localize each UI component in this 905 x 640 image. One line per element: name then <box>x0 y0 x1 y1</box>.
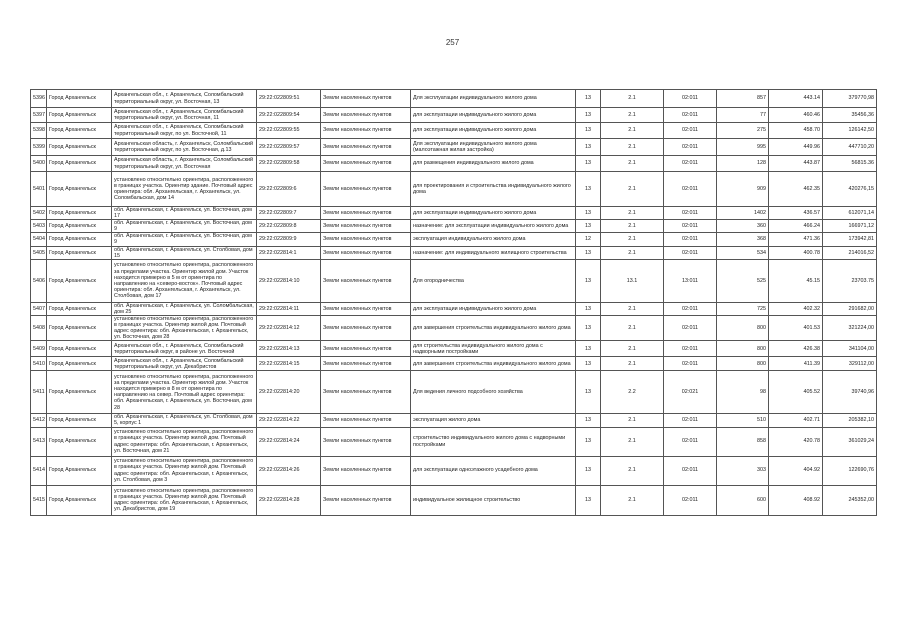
area-cell: 800 <box>717 341 769 357</box>
cadastral-value-cell: 447710,20 <box>823 139 877 156</box>
address-cell: обл. Архангельская, г. Архангельск, ул. Восточная, дом 9 <box>112 233 257 246</box>
permitted-use-cell: для эксплуатации индивидуального жилого дома <box>411 207 576 220</box>
use-code-cell: 02:011 <box>664 414 717 427</box>
land-category-cell: Земли населенных пунктов <box>321 371 411 414</box>
cadastral-number-cell: 29:22:022814:13 <box>257 341 321 357</box>
table-row <box>31 371 877 414</box>
table-row <box>31 414 877 427</box>
row-number: 5408 <box>31 315 47 340</box>
address-cell: Архангельская обл., г. Архангельск, Соломбальский территориальный округ, по ул. Восточной, 11 <box>112 123 257 139</box>
use-code-cell: 02:011 <box>664 139 717 156</box>
row-number: 5410 <box>31 357 47 371</box>
group-code-cell: 13 <box>576 414 601 427</box>
permitted-use-cell: для эксплуатации индивидуального жилого дома <box>411 123 576 139</box>
row-number: 5403 <box>31 220 47 233</box>
table-row <box>31 357 877 371</box>
table-row <box>31 139 877 156</box>
cadastral-value-cell: 291682,00 <box>823 302 877 315</box>
cadastral-value-cell: 122690,76 <box>823 456 877 485</box>
land-category-cell: Земли населенных пунктов <box>321 220 411 233</box>
address-cell: обл. Архангельская, г. Архангельск, ул. Восточная, дом 9 <box>112 220 257 233</box>
permitted-use-cell: для завершения строительства индивидуального жилого дома <box>411 315 576 340</box>
specific-value-cell: 466.24 <box>769 220 823 233</box>
use-code-cell: 02:011 <box>664 233 717 246</box>
municipality-cell: Город Архангельск <box>47 108 112 123</box>
page-number: 257 <box>445 38 460 47</box>
subgroup-code-cell: 13.1 <box>601 259 664 302</box>
municipality-cell: Город Архангельск <box>47 259 112 302</box>
address-cell: обл. Архангельская, г. Архангельск, ул. Восточная, дом 17 <box>112 207 257 220</box>
use-code-cell: 02:011 <box>664 357 717 371</box>
specific-value-cell: 411.39 <box>769 357 823 371</box>
use-code-cell: 02:021 <box>664 371 717 414</box>
specific-value-cell: 462.35 <box>769 172 823 207</box>
use-code-cell: 02:011 <box>664 341 717 357</box>
permitted-use-cell: для эксплуатации одноэтажного усадебного дома <box>411 456 576 485</box>
cadastral-number-cell: 29:22:022809:9 <box>257 233 321 246</box>
specific-value-cell: 471.36 <box>769 233 823 246</box>
cadastral-number-cell: 29:22:022809:7 <box>257 207 321 220</box>
table-row <box>31 302 877 315</box>
permitted-use-cell: для строительства индивидуального жилого дома с надворными постройками <box>411 341 576 357</box>
group-code-cell: 13 <box>576 172 601 207</box>
specific-value-cell: 449.96 <box>769 139 823 156</box>
cadastral-value-cell: 205382,10 <box>823 414 877 427</box>
group-code-cell: 13 <box>576 220 601 233</box>
table-row <box>31 233 877 246</box>
address-cell: установлено относительно ориентира, расположенного за пределами участка. Ориентир жилой дом. Участок находится примерно в 8 м от ориентира по направлению на север. Почтовый адрес ориентира: обл. Архангельская, г. Архангельск, ул. Восточная, дом 28 <box>112 371 257 414</box>
permitted-use-cell: строительство индивидуального жилого дома с надворными постройками <box>411 427 576 456</box>
specific-value-cell: 460.46 <box>769 108 823 123</box>
cadastral-value-cell: 245352,00 <box>823 485 877 515</box>
municipality-cell: Город Архангельск <box>47 90 112 108</box>
municipality-cell: Город Архангельск <box>47 427 112 456</box>
cadastral-value-cell: 214016,52 <box>823 246 877 259</box>
subgroup-code-cell: 2.1 <box>601 427 664 456</box>
group-code-cell: 13 <box>576 90 601 108</box>
area-cell: 510 <box>717 414 769 427</box>
municipality-cell: Город Архангельск <box>47 233 112 246</box>
area-cell: 534 <box>717 246 769 259</box>
specific-value-cell: 443.14 <box>769 90 823 108</box>
subgroup-code-cell: 2.1 <box>601 357 664 371</box>
cadastral-value-cell: 39740,96 <box>823 371 877 414</box>
land-category-cell: Земли населенных пунктов <box>321 315 411 340</box>
cadastral-value-cell: 612071,14 <box>823 207 877 220</box>
group-code-cell: 13 <box>576 371 601 414</box>
address-cell: Архангельская обл., г. Архангельск, Соломбальский территориальный округ, ул. Восточная, 11 <box>112 108 257 123</box>
specific-value-cell: 401.53 <box>769 315 823 340</box>
row-number: 5398 <box>31 123 47 139</box>
address-cell: установлено относительно ориентира, расположенного в границах участка. Ориентир жилой дом. Почтовый адрес ориентира: обл. Архангельская, г. Архангельск, ул. Столбовая, дом 3 <box>112 456 257 485</box>
permitted-use-cell: Для эксплуатации индивидуального жилого дома <box>411 90 576 108</box>
subgroup-code-cell: 2.1 <box>601 108 664 123</box>
table-row <box>31 341 877 357</box>
cadastral-number-cell: 29:22:022809:6 <box>257 172 321 207</box>
use-code-cell: 02:011 <box>664 302 717 315</box>
area-cell: 909 <box>717 172 769 207</box>
municipality-cell: Город Архангельск <box>47 123 112 139</box>
permitted-use-cell: назначение: для индивидуального жилищного строительства <box>411 246 576 259</box>
area-cell: 857 <box>717 90 769 108</box>
permitted-use-cell: для эксплуатации индивидуального жилого дома <box>411 108 576 123</box>
address-cell: Архангельская обл., г. Архангельск, Соломбальский территориальный округ, ул. Восточная, 13 <box>112 90 257 108</box>
subgroup-code-cell: 2.1 <box>601 207 664 220</box>
row-number: 5405 <box>31 246 47 259</box>
subgroup-code-cell: 2.1 <box>601 315 664 340</box>
subgroup-code-cell: 2.1 <box>601 414 664 427</box>
address-cell: Архангельская область, г. Архангельск, Соломбальский территориальный округ, по ул. Восточная, д.13 <box>112 139 257 156</box>
subgroup-code-cell: 2.1 <box>601 156 664 172</box>
row-number: 5397 <box>31 108 47 123</box>
cadastral-number-cell: 29:22:022809:57 <box>257 139 321 156</box>
area-cell: 525 <box>717 259 769 302</box>
subgroup-code-cell: 2.1 <box>601 341 664 357</box>
table-row <box>31 90 877 108</box>
table-row <box>31 456 877 485</box>
specific-value-cell: 405.52 <box>769 371 823 414</box>
group-code-cell: 13 <box>576 108 601 123</box>
group-code-cell: 13 <box>576 123 601 139</box>
subgroup-code-cell: 2.1 <box>601 172 664 207</box>
municipality-cell: Город Архангельск <box>47 156 112 172</box>
land-category-cell: Земли населенных пунктов <box>321 485 411 515</box>
permitted-use-cell: Для эксплуатации индивидуального жилого дома (малоэтажная жилая застройка) <box>411 139 576 156</box>
row-number: 5399 <box>31 139 47 156</box>
use-code-cell: 02:011 <box>664 172 717 207</box>
cadastral-value-cell: 173942,81 <box>823 233 877 246</box>
area-cell: 360 <box>717 220 769 233</box>
cadastral-value-cell: 361029,24 <box>823 427 877 456</box>
area-cell: 275 <box>717 123 769 139</box>
subgroup-code-cell: 2.1 <box>601 246 664 259</box>
group-code-cell: 13 <box>576 315 601 340</box>
municipality-cell: Город Архангельск <box>47 485 112 515</box>
cadastral-number-cell: 29:22:022814:22 <box>257 414 321 427</box>
address-cell: установлено относительно ориентира, расположенного в границах участка. Ориентир здание. Почтовый адрес ориентира: обл. Архангельская, г. Архангельск, ул. Соломбальская, дом 14 <box>112 172 257 207</box>
address-cell: обл. Архангельская, г. Архангельск, ул. Столбовая, дом 5, корпус 1 <box>112 414 257 427</box>
cadastral-number-cell: 29:22:022814:15 <box>257 357 321 371</box>
specific-value-cell: 443.87 <box>769 156 823 172</box>
cadastral-number-cell: 29:22:022814:26 <box>257 456 321 485</box>
land-category-cell: Земли населенных пунктов <box>321 414 411 427</box>
land-category-cell: Земли населенных пунктов <box>321 90 411 108</box>
municipality-cell: Город Архангельск <box>47 341 112 357</box>
land-category-cell: Земли населенных пунктов <box>321 341 411 357</box>
group-code-cell: 13 <box>576 302 601 315</box>
cadastral-number-cell: 29:22:022814:24 <box>257 427 321 456</box>
cadastral-number-cell: 29:22:022809:8 <box>257 220 321 233</box>
land-category-cell: Земли населенных пунктов <box>321 357 411 371</box>
address-cell: установлено относительно ориентира, расположенного в границах участка. Ориентир жилой дом. Почтовый адрес ориентира: обл. Архангельская, г. Архангельск, ул. Восточная, дом 21 <box>112 427 257 456</box>
permitted-use-cell: Для ведения личного подсобного хозяйства <box>411 371 576 414</box>
specific-value-cell: 458.70 <box>769 123 823 139</box>
cadastral-value-cell: 23703.75 <box>823 259 877 302</box>
row-number: 5414 <box>31 456 47 485</box>
table-row <box>31 156 877 172</box>
subgroup-code-cell: 2.1 <box>601 220 664 233</box>
cadastral-value-cell: 56815.36 <box>823 156 877 172</box>
cadastral-value-cell: 341104,00 <box>823 341 877 357</box>
municipality-cell: Город Архангельск <box>47 246 112 259</box>
row-number: 5413 <box>31 427 47 456</box>
cadastral-number-cell: 29:22:022814:20 <box>257 371 321 414</box>
area-cell: 77 <box>717 108 769 123</box>
area-cell: 128 <box>717 156 769 172</box>
use-code-cell: 02:011 <box>664 246 717 259</box>
cadastral-number-cell: 29:22:022814:28 <box>257 485 321 515</box>
subgroup-code-cell: 2.1 <box>601 456 664 485</box>
cadastral-value-cell: 126142,50 <box>823 123 877 139</box>
permitted-use-cell: для эксплуатации индивидуального жилого дома <box>411 302 576 315</box>
municipality-cell: Город Архангельск <box>47 357 112 371</box>
use-code-cell: 13:011 <box>664 259 717 302</box>
table-row <box>31 172 877 207</box>
land-category-cell: Земли населенных пунктов <box>321 156 411 172</box>
use-code-cell: 02:011 <box>664 123 717 139</box>
municipality-cell: Город Архангельск <box>47 302 112 315</box>
municipality-cell: Город Архангельск <box>47 456 112 485</box>
row-number: 5400 <box>31 156 47 172</box>
row-number: 5406 <box>31 259 47 302</box>
address-cell: установлено относительно ориентира, расположенного в границах участка. Ориентир жилой дом. Почтовый адрес ориентира: обл. Архангельская, г. Архангельск, ул. Восточная, дом 28 <box>112 315 257 340</box>
use-code-cell: 02:011 <box>664 427 717 456</box>
area-cell: 1402 <box>717 207 769 220</box>
specific-value-cell: 45.15 <box>769 259 823 302</box>
address-cell: Архангельская обл., г. Архангельск, Соломбальский территориальный округ, ул. Декабристов <box>112 357 257 371</box>
cadastral-number-cell: 29:22:022809:55 <box>257 123 321 139</box>
permitted-use-cell: для размещения индивидуального жилого дома <box>411 156 576 172</box>
municipality-cell: Город Архангельск <box>47 172 112 207</box>
specific-value-cell: 402.71 <box>769 414 823 427</box>
specific-value-cell: 408.92 <box>769 485 823 515</box>
area-cell: 98 <box>717 371 769 414</box>
address-cell: обл. Архангельская, г. Архангельск, ул. Столбовая, дом 15 <box>112 246 257 259</box>
land-category-cell: Земли населенных пунктов <box>321 233 411 246</box>
area-cell: 600 <box>717 485 769 515</box>
table-row <box>31 315 877 340</box>
group-code-cell: 13 <box>576 139 601 156</box>
land-category-cell: Земли населенных пунктов <box>321 139 411 156</box>
address-cell: установлено относительно ориентира, расположенного в границах участка. Ориентир жилой дом. Почтовый адрес ориентира: обл. Архангельская, г. Архангельск, ул. Декабристов, дом 19 <box>112 485 257 515</box>
cadastral-value-cell: 420276,15 <box>823 172 877 207</box>
cadastral-value-table <box>30 89 877 516</box>
specific-value-cell: 402.32 <box>769 302 823 315</box>
row-number: 5402 <box>31 207 47 220</box>
municipality-cell: Город Архангельск <box>47 220 112 233</box>
municipality-cell: Город Архангельск <box>47 371 112 414</box>
group-code-cell: 13 <box>576 259 601 302</box>
row-number: 5415 <box>31 485 47 515</box>
permitted-use-cell: Для огородничества <box>411 259 576 302</box>
subgroup-code-cell: 2.1 <box>601 123 664 139</box>
group-code-cell: 12 <box>576 233 601 246</box>
area-cell: 725 <box>717 302 769 315</box>
use-code-cell: 02:011 <box>664 485 717 515</box>
subgroup-code-cell: 2.1 <box>601 302 664 315</box>
table-row <box>31 207 877 220</box>
cadastral-value-cell: 166971,12 <box>823 220 877 233</box>
use-code-cell: 02:011 <box>664 315 717 340</box>
permitted-use-cell: для проектирования и строительства индивидуального жилого дома <box>411 172 576 207</box>
table-row <box>31 259 877 302</box>
permitted-use-cell: для завершения строительства индивидуального жилого дома <box>411 357 576 371</box>
row-number: 5409 <box>31 341 47 357</box>
land-category-cell: Земли населенных пунктов <box>321 427 411 456</box>
cadastral-number-cell: 29:22:022809:54 <box>257 108 321 123</box>
row-number: 5396 <box>31 90 47 108</box>
permitted-use-cell: эксплуатация индивидуального жилого дома <box>411 233 576 246</box>
cadastral-value-cell: 329112,00 <box>823 357 877 371</box>
cadastral-number-cell: 29:22:022814:10 <box>257 259 321 302</box>
address-cell: Архангельская обл., г. Архангельск, Соломбальский территориальный округ, в районе ул. Восточной <box>112 341 257 357</box>
municipality-cell: Город Архангельск <box>47 207 112 220</box>
land-category-cell: Земли населенных пунктов <box>321 172 411 207</box>
land-category-cell: Земли населенных пунктов <box>321 259 411 302</box>
land-category-cell: Земли населенных пунктов <box>321 108 411 123</box>
subgroup-code-cell: 2.1 <box>601 139 664 156</box>
group-code-cell: 13 <box>576 485 601 515</box>
cadastral-value-cell: 321224,00 <box>823 315 877 340</box>
row-number: 5401 <box>31 172 47 207</box>
group-code-cell: 13 <box>576 341 601 357</box>
specific-value-cell: 436.57 <box>769 207 823 220</box>
cadastral-value-cell: 35456,36 <box>823 108 877 123</box>
row-number: 5411 <box>31 371 47 414</box>
subgroup-code-cell: 2.2 <box>601 371 664 414</box>
cadastral-number-cell: 29:22:022814:11 <box>257 302 321 315</box>
area-cell: 368 <box>717 233 769 246</box>
use-code-cell: 02:011 <box>664 156 717 172</box>
permitted-use-cell: эксплуатация жилого дома <box>411 414 576 427</box>
subgroup-code-cell: 2.1 <box>601 233 664 246</box>
row-number: 5412 <box>31 414 47 427</box>
cadastral-number-cell: 29:22:022809:51 <box>257 90 321 108</box>
use-code-cell: 02:011 <box>664 207 717 220</box>
land-category-cell: Земли населенных пунктов <box>321 456 411 485</box>
municipality-cell: Город Архангельск <box>47 414 112 427</box>
area-cell: 303 <box>717 456 769 485</box>
area-cell: 800 <box>717 357 769 371</box>
table-row <box>31 427 877 456</box>
address-cell: установлено относительно ориентира, расположенного за пределами участка. Ориентир жилой дом. Участок находится примерно в 5 м от ориентира по направлению на «северо-восток». Почтовый адрес ориентира: обл. Архангельская, г. Архангельск, ул. Столбовая, дом 17 <box>112 259 257 302</box>
table-row <box>31 123 877 139</box>
table-row <box>31 220 877 233</box>
permitted-use-cell: назначение: для эксплуатации индивидуального жилого дома <box>411 220 576 233</box>
group-code-cell: 13 <box>576 456 601 485</box>
use-code-cell: 02:011 <box>664 220 717 233</box>
municipality-cell: Город Архангельск <box>47 139 112 156</box>
land-category-cell: Земли населенных пунктов <box>321 246 411 259</box>
group-code-cell: 13 <box>576 246 601 259</box>
address-cell: Архангельская область, г. Архангельск, Соломбальский территориальный округ, ул. Восточная <box>112 156 257 172</box>
cadastral-value-cell: 379770,98 <box>823 90 877 108</box>
area-cell: 800 <box>717 315 769 340</box>
table-row <box>31 485 877 515</box>
group-code-cell: 13 <box>576 427 601 456</box>
use-code-cell: 02:011 <box>664 456 717 485</box>
cadastral-number-cell: 29:22:022814:12 <box>257 315 321 340</box>
use-code-cell: 02:011 <box>664 108 717 123</box>
area-cell: 995 <box>717 139 769 156</box>
group-code-cell: 13 <box>576 357 601 371</box>
group-code-cell: 13 <box>576 156 601 172</box>
specific-value-cell: 426.38 <box>769 341 823 357</box>
permitted-use-cell: индивидуальное жилищное строительство <box>411 485 576 515</box>
cadastral-number-cell: 29:22:022814:1 <box>257 246 321 259</box>
row-number: 5407 <box>31 302 47 315</box>
specific-value-cell: 400.78 <box>769 246 823 259</box>
municipality-cell: Город Архангельск <box>47 315 112 340</box>
land-category-cell: Земли населенных пунктов <box>321 302 411 315</box>
table-row <box>31 246 877 259</box>
specific-value-cell: 404.92 <box>769 456 823 485</box>
address-cell: обл. Архангельская, г. Архангельск, ул. Соломбальская, дом 25 <box>112 302 257 315</box>
land-category-cell: Земли населенных пунктов <box>321 123 411 139</box>
area-cell: 858 <box>717 427 769 456</box>
cadastral-number-cell: 29:22:022809:58 <box>257 156 321 172</box>
use-code-cell: 02:011 <box>664 90 717 108</box>
table-row <box>31 108 877 123</box>
group-code-cell: 13 <box>576 207 601 220</box>
row-number: 5404 <box>31 233 47 246</box>
specific-value-cell: 420.78 <box>769 427 823 456</box>
land-category-cell: Земли населенных пунктов <box>321 207 411 220</box>
subgroup-code-cell: 2.1 <box>601 485 664 515</box>
subgroup-code-cell: 2.1 <box>601 90 664 108</box>
